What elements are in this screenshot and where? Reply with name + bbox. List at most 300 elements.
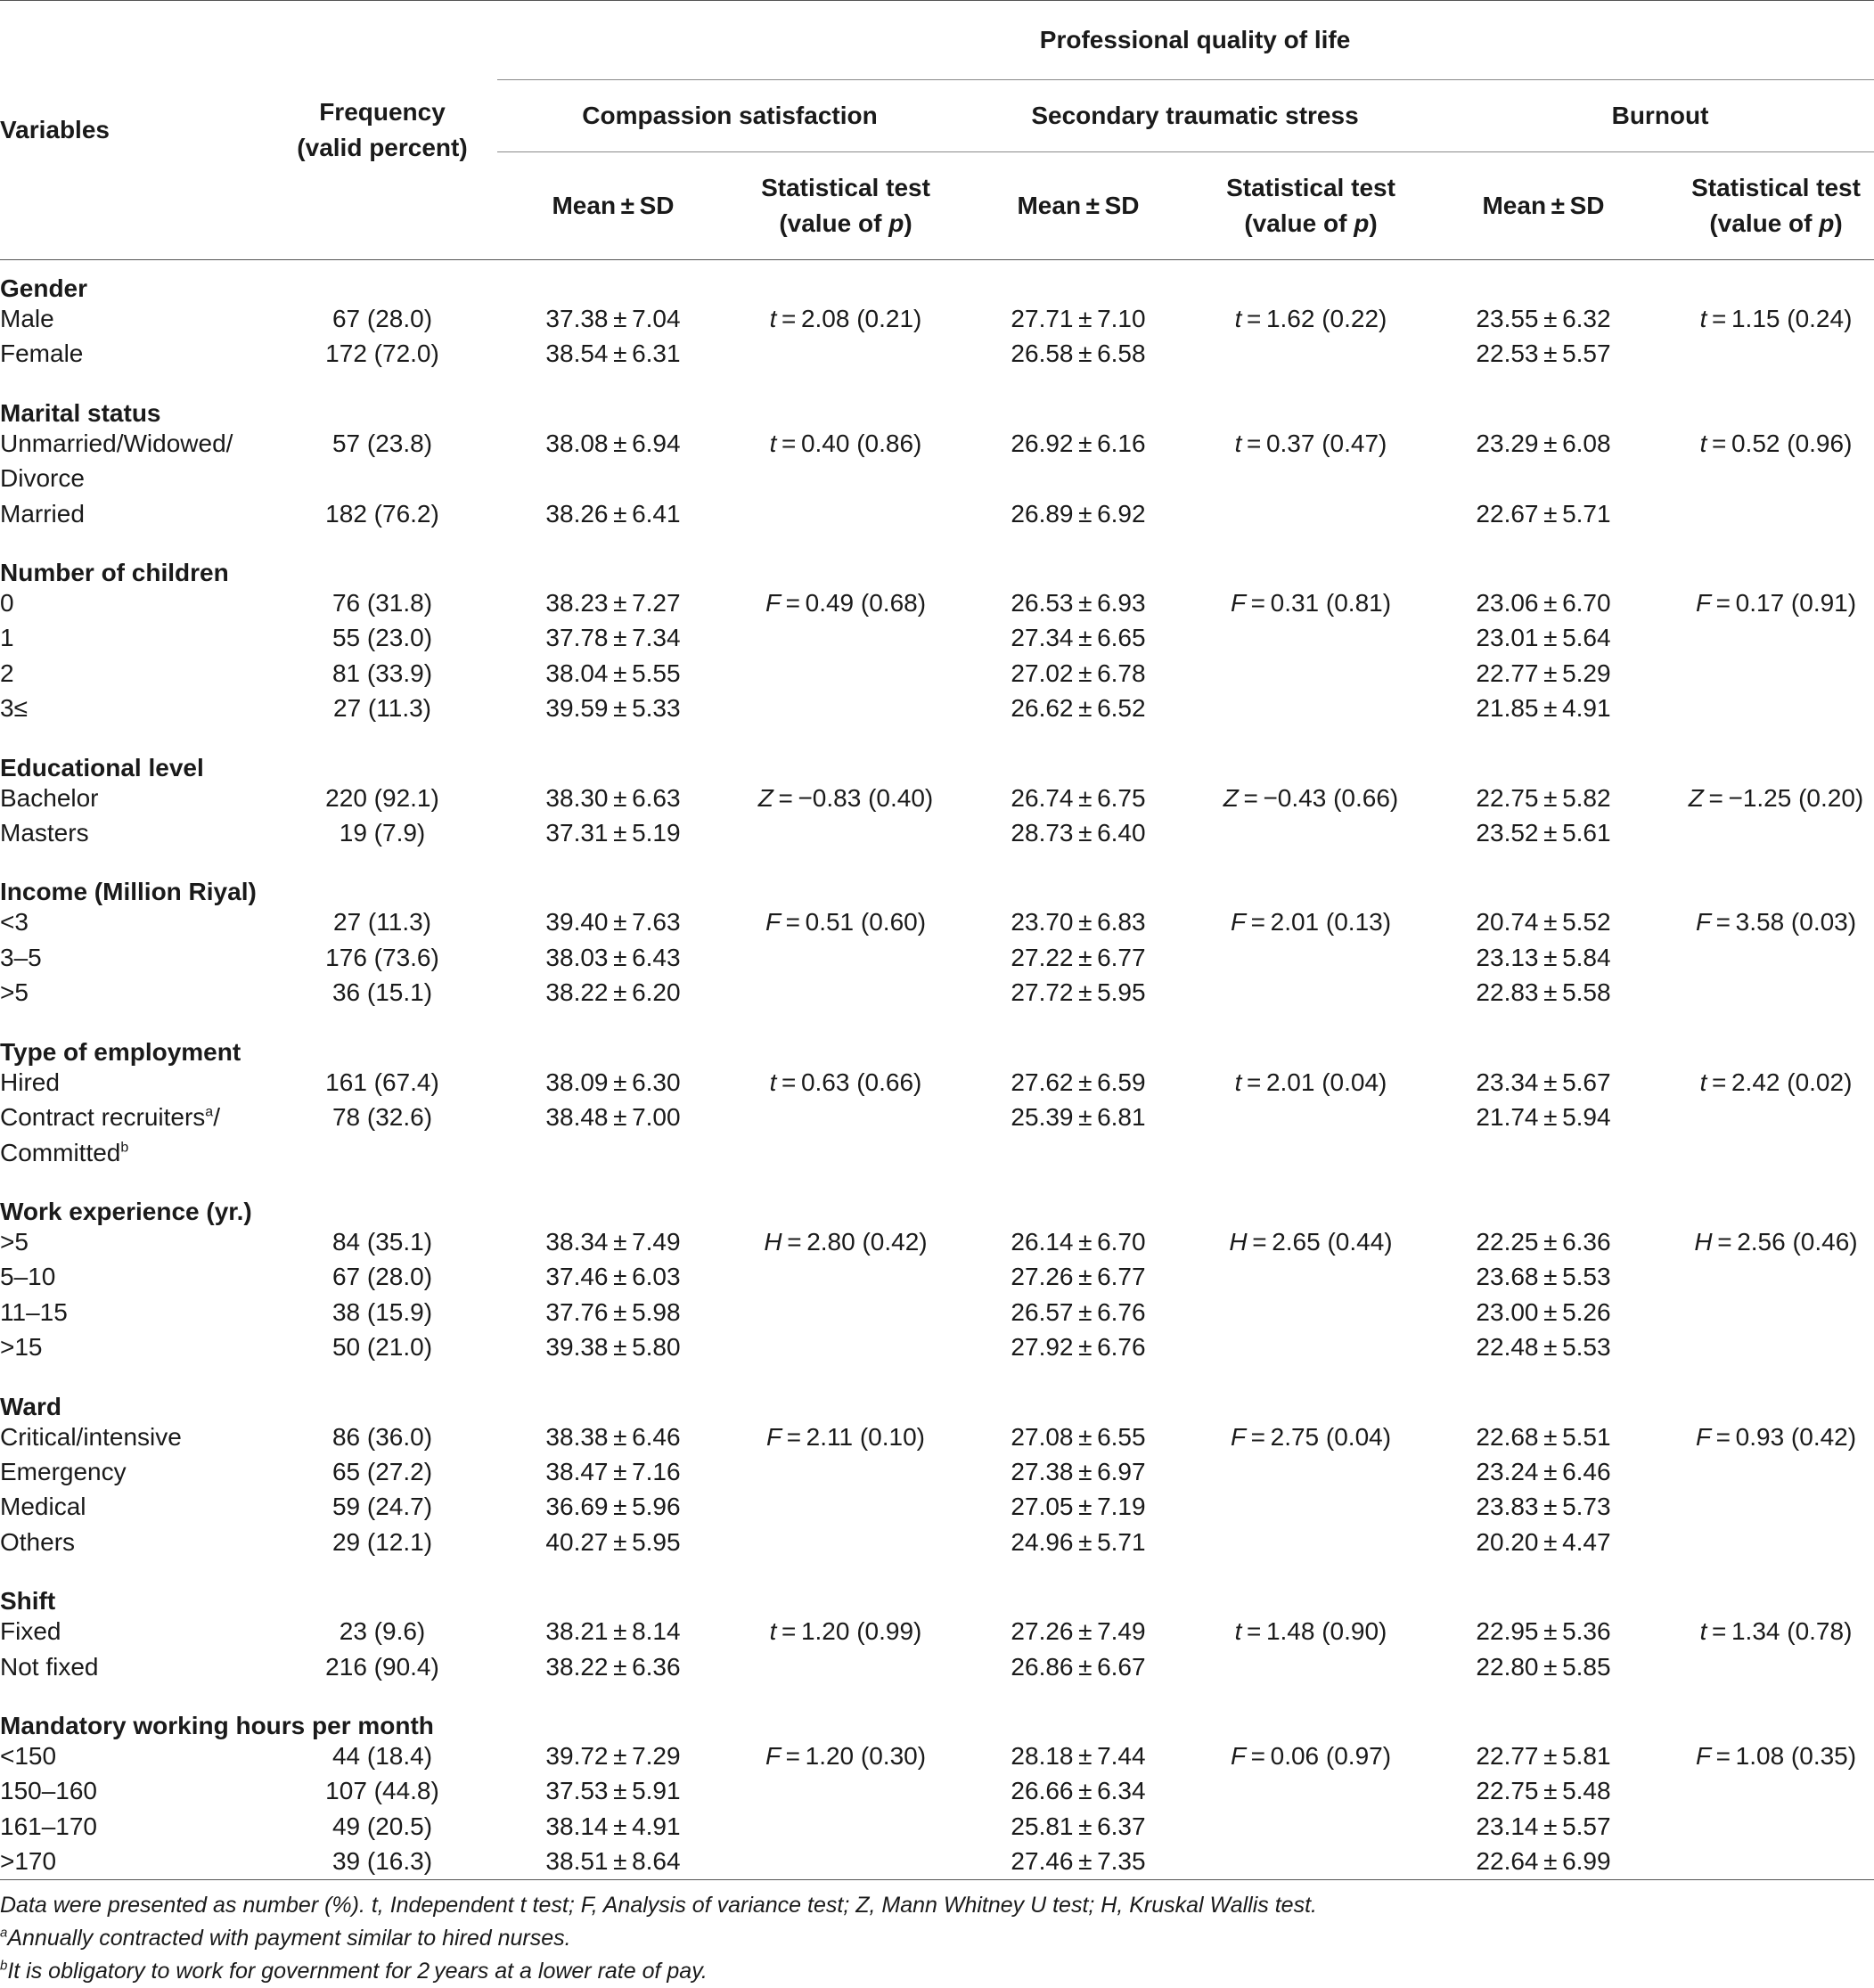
sts-stat-test-header — [1194, 152, 1428, 260]
table-row — [0, 1295, 1874, 1329]
compassion-mean-sd-cell: 38.22 ± 6.36 — [545, 1652, 681, 1681]
table-row — [0, 426, 1874, 461]
burnout-test-symbol: Z — [1688, 783, 1704, 812]
secondary-stress-test-value: = 2.01 (0.13) — [1246, 908, 1392, 937]
compassion-stat-test-cell — [729, 426, 962, 461]
row-label — [0, 1525, 267, 1559]
frequency-cell: 176 (73.6) — [325, 943, 439, 971]
secondary-stress-test-symbol: F — [1230, 908, 1247, 937]
compassion-stat-test-cell — [729, 336, 962, 371]
compassion-mean-sd-cell: 37.38 ± 7.04 — [545, 305, 681, 332]
compassion-mean-sd-cell: 39.40 ± 7.63 — [545, 908, 681, 937]
row-label — [0, 496, 267, 531]
burnout-stat-test-cell — [1659, 620, 1874, 655]
secondary-stress-stat-test-cell — [1194, 1738, 1428, 1773]
row-label — [0, 1738, 267, 1773]
compassion-stat-test-cell — [729, 1135, 962, 1170]
frequency-cell — [267, 461, 497, 495]
category-row — [0, 870, 1874, 904]
row-label-text: Masters — [0, 819, 89, 847]
compassion-stat-test-cell — [729, 1065, 962, 1100]
burnout-stat-test-cell — [1659, 975, 1874, 1010]
burnout-mean-sd-cell: 23.34 ± 5.67 — [1476, 1068, 1611, 1096]
burnout-mean-sd-cell: 23.06 ± 6.70 — [1476, 589, 1611, 618]
burnout-stat-test-cell — [1659, 691, 1874, 725]
row-label-text: Unmarried/Widowed/ — [0, 429, 233, 457]
row-label-text: Emergency — [0, 1457, 127, 1485]
row-label-text: Married — [0, 499, 85, 528]
burnout-stat-test-cell — [1659, 1649, 1874, 1684]
table-row — [0, 1489, 1874, 1524]
frequency-header-line2: (valid percent) — [297, 134, 468, 161]
burnout-stat-test-cell — [1659, 1100, 1874, 1134]
row-label — [0, 1489, 267, 1524]
burnout-test-value: = 1.34 (0.78) — [1706, 1617, 1853, 1646]
secondary-stress-stat-test-cell — [1194, 975, 1428, 1010]
burnout-mean-sd-cell: 20.20 ± 4.47 — [1476, 1527, 1611, 1556]
frequency-cell: 57 (23.8) — [331, 429, 433, 457]
secondary-stress-mean-sd-cell: 26.92 ± 6.16 — [1011, 429, 1146, 457]
secondary-stress-mean-sd-cell: 26.57 ± 6.76 — [1011, 1297, 1146, 1326]
compassion-stat-test-cell — [729, 1454, 962, 1489]
table-row — [0, 1224, 1874, 1259]
compassion-stat-test-cell — [729, 1259, 962, 1294]
burnout-stat-test-cell — [1659, 1065, 1874, 1100]
burnout-stat-test-cell — [1659, 1454, 1874, 1489]
compassion-stat-test-cell — [729, 585, 962, 620]
row-label — [0, 691, 267, 725]
table-row — [0, 301, 1874, 336]
secondary-stress-test-symbol: H — [1229, 1227, 1248, 1256]
group-spacer-cell — [0, 850, 1874, 870]
compassion-test-symbol: F — [765, 1422, 782, 1451]
secondary-stress-mean-sd-cell: 26.89 ± 6.92 — [1011, 499, 1146, 528]
compassion-mean-sd-cell: 37.76 ± 5.98 — [545, 1297, 681, 1326]
row-label — [0, 1259, 267, 1294]
secondary-stress-stat-test-cell — [1194, 1844, 1428, 1879]
secondary-stress-mean-sd-cell: 27.08 ± 6.55 — [1011, 1422, 1146, 1451]
category-label: Work experience (yr.) — [0, 1197, 252, 1225]
burnout-test-symbol: F — [1695, 589, 1712, 618]
row-label-text: Others — [0, 1527, 76, 1556]
category-row — [0, 1385, 1874, 1419]
secondary-stress-test-symbol: F — [1230, 1422, 1247, 1451]
row-label — [0, 1454, 267, 1489]
frequency-cell: 67 (28.0) — [331, 305, 433, 332]
compassion-mean-sd-cell: 38.09 ± 6.30 — [545, 1068, 681, 1096]
row-label-text: Not fixed — [0, 1652, 99, 1681]
group-spacer-cell — [0, 1365, 1874, 1385]
footnote-b-text: It is obligatory to work for government for 2 years at a lower rate of pay. — [7, 1958, 708, 1984]
compassion-mean-sd-cell — [497, 1135, 729, 1170]
p-symbol: p — [888, 209, 904, 237]
compassion-test-value: = 1.20 (0.99) — [776, 1617, 922, 1646]
p-symbol: p — [1354, 209, 1370, 237]
burnout-stat-test-cell — [1659, 1329, 1874, 1364]
group-spacer-cell — [0, 1684, 1874, 1704]
table-row — [0, 656, 1874, 691]
secondary-stress-mean-sd-cell — [962, 461, 1194, 495]
burnout-mean-sd-cell: 23.13 ± 5.84 — [1476, 943, 1611, 971]
secondary-stress-test-value: = 0.06 (0.97) — [1246, 1741, 1392, 1770]
burnout-stat-test-cell — [1659, 496, 1874, 531]
burnout-mean-sd-cell: 23.24 ± 6.46 — [1476, 1457, 1611, 1485]
compassion-stat-test-cell — [729, 1419, 962, 1454]
frequency-header — [267, 1, 497, 260]
secondary-stress-stat-test-cell — [1194, 461, 1428, 495]
professional-quality-header: Professional quality of life — [497, 1, 1874, 80]
row-label-text: Male — [0, 305, 54, 332]
p-symbol: p — [1819, 209, 1835, 237]
row-label-text: 3≤ — [0, 694, 28, 723]
category-label: Number of children — [0, 559, 229, 587]
burnout-mean-sd-cell: 21.85 ± 4.91 — [1476, 694, 1611, 723]
compassion-mean-sd-cell: 38.47 ± 7.16 — [545, 1457, 681, 1485]
burnout-mean-sd-cell: 20.74 ± 5.52 — [1476, 908, 1611, 937]
secondary-stress-stat-test-cell — [1194, 1135, 1428, 1170]
secondary-stress-stat-test-cell — [1194, 1773, 1428, 1808]
frequency-cell: 172 (72.0) — [325, 340, 439, 368]
compassion-mean-sd-cell: 38.51 ± 8.64 — [545, 1847, 681, 1876]
row-label-text: Committed — [0, 1138, 121, 1166]
cs-stat-test-line1: Statistical test — [761, 174, 930, 201]
row-label-text: Medical — [0, 1493, 86, 1521]
group-spacer-cell — [0, 1170, 1874, 1190]
burnout-mean-sd-cell: 21.74 ± 5.94 — [1476, 1103, 1611, 1132]
burnout-stat-test-cell — [1659, 301, 1874, 336]
compassion-mean-sd-cell: 38.26 ± 6.41 — [545, 499, 681, 528]
burnout-test-symbol: t — [1699, 429, 1707, 457]
frequency-cell: 84 (35.1) — [331, 1227, 433, 1256]
compassion-stat-test-cell — [729, 1295, 962, 1329]
category-row — [0, 260, 1874, 302]
secondary-stress-stat-test-cell — [1194, 1525, 1428, 1559]
secondary-stress-mean-sd-cell: 27.02 ± 6.78 — [1011, 659, 1146, 687]
row-label — [0, 1614, 267, 1648]
table-row — [0, 975, 1874, 1010]
secondary-stress-mean-sd-cell: 26.58 ± 6.58 — [1011, 340, 1146, 368]
secondary-stress-stat-test-cell — [1194, 1649, 1428, 1684]
secondary-stress-stat-test-cell — [1194, 496, 1428, 531]
bo-stat-test-line1: Statistical test — [1691, 174, 1861, 201]
row-label — [0, 461, 267, 495]
burnout-mean-sd-cell: 23.68 ± 5.53 — [1476, 1263, 1611, 1291]
table-row — [0, 1135, 1874, 1170]
burnout-mean-sd-cell: 22.68 ± 5.51 — [1476, 1422, 1611, 1451]
category-row — [0, 746, 1874, 781]
row-label-footnote-mark: b — [120, 1140, 129, 1156]
burnout-stat-test-cell — [1659, 1224, 1874, 1259]
frequency-cell: 161 (67.4) — [325, 1068, 439, 1096]
compassion-test-symbol: Z — [757, 783, 773, 812]
table-row — [0, 1100, 1874, 1134]
secondary-stress-mean-sd-cell: 26.74 ± 6.75 — [1011, 783, 1146, 812]
group-spacer-cell — [0, 1559, 1874, 1579]
secondary-stress-mean-sd-cell: 26.62 ± 6.52 — [1011, 694, 1146, 723]
burnout-mean-sd-cell: 23.00 ± 5.26 — [1476, 1297, 1611, 1326]
secondary-stress-mean-sd-cell: 27.46 ± 7.35 — [1011, 1847, 1146, 1876]
burnout-test-value: = −1.25 (0.20) — [1703, 783, 1864, 812]
burnout-mean-sd-cell: 23.55 ± 6.32 — [1476, 305, 1611, 332]
compassion-test-value: = 2.08 (0.21) — [776, 305, 922, 332]
frequency-cell — [267, 1135, 497, 1170]
frequency-cell: 38 (15.9) — [331, 1297, 433, 1326]
burnout-mean-sd-cell: 22.25 ± 6.36 — [1476, 1227, 1611, 1256]
burnout-stat-test-cell — [1659, 426, 1874, 461]
compassion-test-symbol: F — [765, 1741, 782, 1770]
compassion-mean-sd-cell: 36.69 ± 5.96 — [545, 1493, 681, 1521]
frequency-header-line1: Frequency — [319, 98, 446, 126]
burnout-test-value: = 0.52 (0.96) — [1706, 429, 1853, 457]
row-label — [0, 620, 267, 655]
row-label-text: Female — [0, 340, 84, 368]
burnout-test-symbol: F — [1695, 908, 1712, 937]
row-label-text: >170 — [0, 1847, 57, 1876]
compassion-stat-test-cell — [729, 301, 962, 336]
table-row — [0, 1454, 1874, 1489]
frequency-cell: 50 (21.0) — [331, 1333, 433, 1362]
secondary-stress-test-value: = 1.62 (0.22) — [1241, 305, 1387, 332]
table-row — [0, 1649, 1874, 1684]
secondary-stress-stat-test-cell — [1194, 940, 1428, 975]
table-row — [0, 1065, 1874, 1100]
secondary-stress-mean-sd-cell — [962, 1135, 1194, 1170]
compassion-test-symbol: H — [764, 1227, 782, 1256]
burnout-test-value: = 3.58 (0.03) — [1711, 908, 1857, 937]
table-row — [0, 336, 1874, 371]
group-spacer-cell — [0, 1010, 1874, 1030]
compassion-test-symbol: t — [769, 1617, 777, 1646]
burnout-mean-sd-cell: 22.75 ± 5.82 — [1476, 783, 1611, 812]
footnote-a — [0, 1922, 1874, 1955]
burnout-mean-sd-cell: 22.75 ± 5.48 — [1476, 1777, 1611, 1805]
burnout-stat-test-cell — [1659, 1844, 1874, 1879]
secondary-stress-mean-sd-cell: 26.53 ± 6.93 — [1011, 589, 1146, 618]
compassion-satisfaction-header: Compassion satisfaction — [497, 80, 962, 152]
category-label: Marital status — [0, 398, 161, 427]
burnout-mean-sd-cell: 22.64 ± 6.99 — [1476, 1847, 1611, 1876]
secondary-stress-stat-test-cell — [1194, 336, 1428, 371]
compassion-stat-test-cell — [729, 1224, 962, 1259]
compassion-mean-sd-cell — [497, 461, 729, 495]
compassion-mean-sd-cell: 38.08 ± 6.94 — [545, 429, 681, 457]
row-label — [0, 1295, 267, 1329]
compassion-test-value: = 1.20 (0.30) — [781, 1741, 927, 1770]
category-label: Mandatory working hours per month — [0, 1711, 434, 1739]
frequency-cell: 49 (20.5) — [331, 1812, 433, 1840]
compassion-stat-test-cell — [729, 496, 962, 531]
table-row — [0, 1738, 1874, 1773]
burnout-stat-test-cell — [1659, 1295, 1874, 1329]
compassion-mean-sd-cell: 37.46 ± 6.03 — [545, 1263, 681, 1291]
secondary-stress-test-symbol: t — [1234, 1617, 1242, 1646]
compassion-mean-sd-cell: 38.22 ± 6.20 — [545, 978, 681, 1007]
burnout-mean-sd-cell: 22.67 ± 5.71 — [1476, 499, 1611, 528]
secondary-stress-stat-test-cell — [1194, 691, 1428, 725]
secondary-stress-stat-test-cell — [1194, 1259, 1428, 1294]
secondary-stress-stat-test-cell — [1194, 781, 1428, 815]
table-row — [0, 781, 1874, 815]
secondary-stress-stat-test-cell — [1194, 1809, 1428, 1844]
compassion-mean-sd-cell: 39.38 ± 5.80 — [545, 1333, 681, 1362]
secondary-stress-test-symbol: t — [1234, 1068, 1242, 1096]
secondary-stress-mean-sd-cell: 27.92 ± 6.76 — [1011, 1333, 1146, 1362]
burnout-mean-sd-cell — [1428, 461, 1659, 495]
group-spacer — [0, 1365, 1874, 1385]
burnout-mean-sd-cell: 22.95 ± 5.36 — [1476, 1617, 1611, 1646]
secondary-stress-stat-test-cell — [1194, 815, 1428, 850]
row-label-text: <3 — [0, 908, 29, 937]
burnout-stat-test-cell — [1659, 1809, 1874, 1844]
burnout-mean-sd-cell: 23.29 ± 6.08 — [1476, 429, 1611, 457]
secondary-stress-mean-sd-cell: 26.86 ± 6.67 — [1011, 1652, 1146, 1681]
category-label: Ward — [0, 1392, 61, 1420]
secondary-stress-test-value: = 2.01 (0.04) — [1241, 1068, 1387, 1096]
burnout-stat-test-cell — [1659, 461, 1874, 495]
compassion-stat-test-cell — [729, 1100, 962, 1134]
compassion-mean-sd-cell: 38.48 ± 7.00 — [545, 1103, 681, 1132]
frequency-cell: 107 (44.8) — [325, 1777, 439, 1805]
row-label — [0, 975, 267, 1010]
row-label-text: 0 — [0, 589, 14, 618]
compassion-mean-sd-cell: 38.30 ± 6.63 — [545, 783, 681, 812]
value-of-suffix: ) — [1369, 209, 1378, 237]
table-row — [0, 1614, 1874, 1648]
secondary-stress-mean-sd-cell: 27.62 ± 6.59 — [1011, 1068, 1146, 1096]
category-row — [0, 1030, 1874, 1065]
secondary-stress-mean-sd-cell: 27.72 ± 5.95 — [1011, 978, 1146, 1007]
group-spacer — [0, 531, 1874, 551]
secondary-stress-stat-test-cell — [1194, 1329, 1428, 1364]
compassion-stat-test-cell — [729, 1525, 962, 1559]
burnout-mean-sd-cell — [1428, 1135, 1659, 1170]
category-label: Gender — [0, 274, 88, 302]
secondary-stress-mean-sd-cell: 28.18 ± 7.44 — [1011, 1741, 1146, 1770]
compassion-stat-test-cell — [729, 904, 962, 939]
burnout-test-symbol: F — [1695, 1422, 1712, 1451]
row-label-text: 161–170 — [0, 1812, 98, 1840]
row-label — [0, 1135, 267, 1170]
row-label-footnote-mark: a — [205, 1104, 214, 1120]
secondary-stress-test-value: = 2.65 (0.44) — [1247, 1227, 1393, 1256]
compassion-stat-test-cell — [729, 1614, 962, 1648]
burnout-stat-test-cell — [1659, 1489, 1874, 1524]
row-label — [0, 781, 267, 815]
burnout-test-value: = 1.08 (0.35) — [1711, 1741, 1857, 1770]
compassion-mean-sd-cell: 38.23 ± 7.27 — [545, 589, 681, 618]
secondary-stress-mean-sd-cell: 24.96 ± 5.71 — [1011, 1527, 1146, 1556]
row-label — [0, 336, 267, 371]
compassion-mean-sd-cell: 38.54 ± 6.31 — [545, 340, 681, 368]
burnout-stat-test-cell — [1659, 1773, 1874, 1808]
footnote-main: Data were presented as number (%). t, Independent t test; F, Analysis of variance test; Z, Mann Whitney U test; H, Kruskal Wallis test. — [0, 1892, 1317, 1918]
row-label-text: Hired — [0, 1068, 60, 1096]
value-of-prefix: (value of — [779, 209, 889, 237]
table-footnotes — [0, 1879, 1874, 1988]
frequency-cell: 78 (32.6) — [331, 1103, 433, 1132]
table-row — [0, 1329, 1874, 1364]
row-label-text: 5–10 — [0, 1263, 56, 1291]
secondary-stress-stat-test-cell — [1194, 585, 1428, 620]
sts-stat-test-line1: Statistical test — [1226, 174, 1395, 201]
burnout-stat-test-cell — [1659, 940, 1874, 975]
frequency-cell: 19 (7.9) — [339, 819, 426, 847]
category-row — [0, 551, 1874, 585]
secondary-stress-test-symbol: F — [1230, 589, 1247, 618]
group-spacer — [0, 1170, 1874, 1190]
burnout-test-value: = 0.17 (0.91) — [1711, 589, 1857, 618]
row-label — [0, 1649, 267, 1684]
burnout-header: Burnout — [1428, 80, 1874, 152]
burnout-mean-sd-cell: 23.52 ± 5.61 — [1476, 819, 1611, 847]
secondary-stress-mean-sd-cell: 26.66 ± 6.34 — [1011, 1777, 1146, 1805]
burnout-mean-sd-cell: 23.83 ± 5.73 — [1476, 1493, 1611, 1521]
compassion-stat-test-cell — [729, 1809, 962, 1844]
secondary-stress-mean-sd-cell: 27.26 ± 7.49 — [1011, 1617, 1146, 1646]
secondary-stress-test-value: = −0.43 (0.66) — [1238, 783, 1399, 812]
frequency-cell: 27 (11.3) — [333, 908, 431, 937]
table-row — [0, 1773, 1874, 1808]
compassion-test-value: = 0.49 (0.68) — [781, 589, 927, 618]
value-of-suffix: ) — [1834, 209, 1843, 237]
frequency-cell: 86 (36.0) — [331, 1422, 433, 1451]
row-label — [0, 426, 267, 461]
table-bottom-rule — [0, 1879, 1874, 1889]
cs-mean-sd-header: Mean ± SD — [552, 192, 675, 219]
value-of-prefix: (value of — [1244, 209, 1354, 237]
frequency-cell: 39 (16.3) — [331, 1847, 433, 1876]
burnout-mean-sd-cell: 22.48 ± 5.53 — [1476, 1333, 1611, 1362]
burnout-mean-sd-cell: 23.14 ± 5.57 — [1476, 1812, 1611, 1840]
burnout-stat-test-cell — [1659, 1419, 1874, 1454]
compassion-mean-sd-cell: 37.78 ± 7.34 — [545, 624, 681, 652]
burnout-stat-test-cell — [1659, 1614, 1874, 1648]
row-label — [0, 301, 267, 336]
compassion-stat-test-cell — [729, 1844, 962, 1879]
frequency-cell: 65 (27.2) — [331, 1457, 433, 1485]
row-label — [0, 1773, 267, 1808]
secondary-stress-test-value: = 0.31 (0.81) — [1246, 589, 1392, 618]
table-header — [0, 1, 1874, 260]
burnout-mean-sd-cell: 22.77 ± 5.81 — [1476, 1741, 1611, 1770]
secondary-stress-mean-sd-cell: 26.14 ± 6.70 — [1011, 1227, 1146, 1256]
compassion-test-value: = 0.63 (0.66) — [776, 1068, 922, 1096]
group-spacer — [0, 372, 1874, 391]
compassion-mean-sd-cell: 39.59 ± 5.33 — [545, 694, 681, 723]
compassion-stat-test-cell — [729, 1773, 962, 1808]
burnout-test-value: = 0.93 (0.42) — [1711, 1422, 1857, 1451]
secondary-stress-test-symbol: Z — [1223, 783, 1239, 812]
burnout-stat-test-cell — [1659, 815, 1874, 850]
burnout-test-value: = 2.42 (0.02) — [1706, 1068, 1853, 1096]
burnout-mean-sd-cell: 22.83 ± 5.58 — [1476, 978, 1611, 1007]
compassion-mean-sd-cell: 37.53 ± 5.91 — [545, 1777, 681, 1805]
secondary-stress-stat-test-cell — [1194, 1065, 1428, 1100]
value-of-prefix: (value of — [1709, 209, 1820, 237]
burnout-mean-sd-cell: 22.80 ± 5.85 — [1476, 1652, 1611, 1681]
burnout-test-symbol: t — [1699, 1068, 1707, 1096]
bo-mean-sd-header: Mean ± SD — [1482, 192, 1605, 219]
frequency-cell: 76 (31.8) — [331, 589, 433, 618]
compassion-mean-sd-cell: 38.21 ± 8.14 — [545, 1617, 681, 1646]
compassion-mean-sd-cell: 38.34 ± 7.49 — [545, 1227, 681, 1256]
compassion-mean-sd-cell: 38.03 ± 6.43 — [545, 943, 681, 971]
sts-stat-test-line2 — [1194, 206, 1428, 241]
table-row — [0, 1525, 1874, 1559]
secondary-stress-mean-sd-cell: 23.70 ± 6.83 — [1011, 908, 1146, 937]
group-spacer — [0, 1684, 1874, 1704]
frequency-cell: 67 (28.0) — [331, 1263, 433, 1291]
